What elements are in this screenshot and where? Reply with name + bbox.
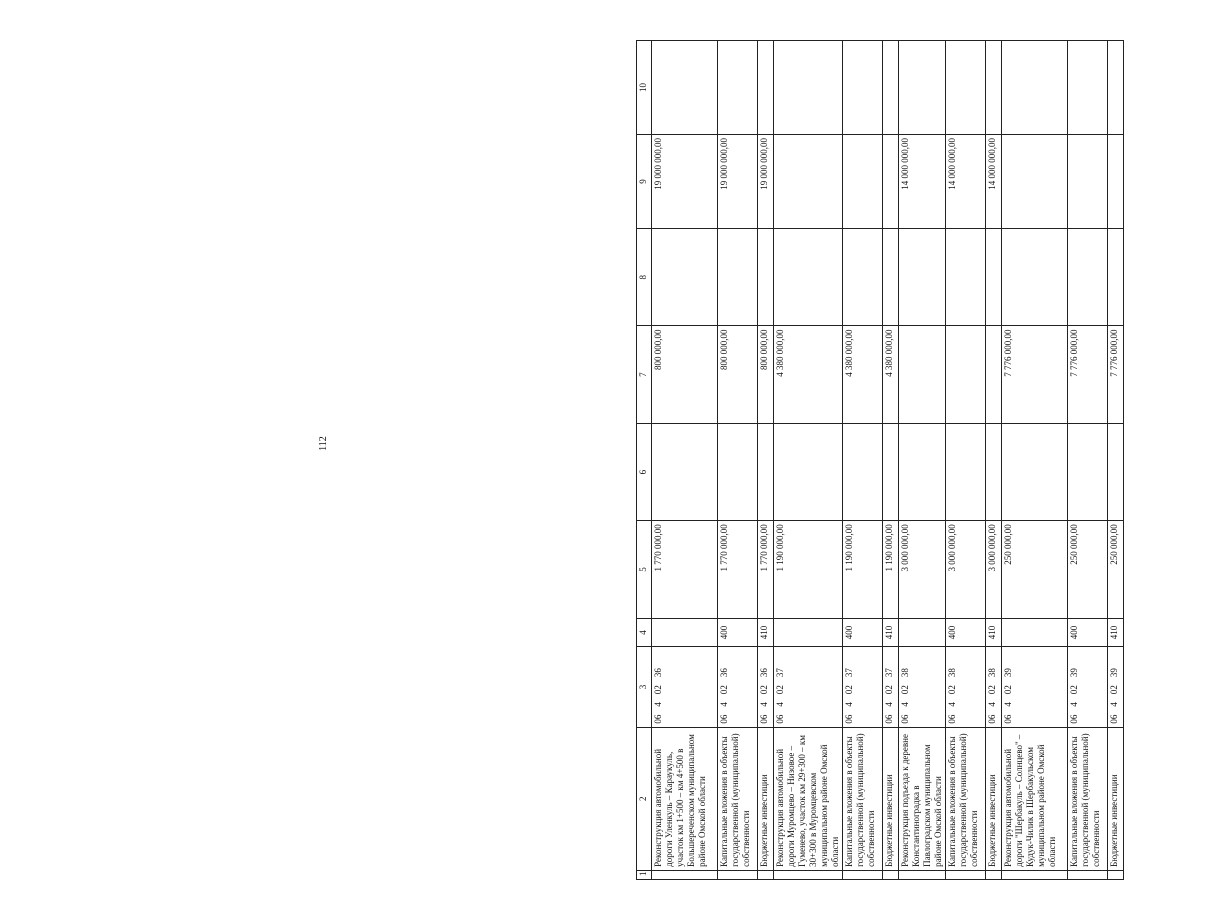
cell-col10: [883, 41, 899, 135]
cell-kvr: 410: [883, 618, 899, 647]
code-part: 4: [1109, 702, 1119, 707]
cell-index: [774, 870, 843, 879]
cell-kvr: 400: [1068, 618, 1108, 647]
cell-col7: 800 000,00: [758, 326, 774, 423]
cell-col10: [774, 41, 843, 135]
cell-col6: [1002, 423, 1068, 520]
cell-col8: [718, 229, 758, 326]
code-part: 06: [947, 714, 957, 724]
cell-col7: [986, 326, 1002, 423]
table-row: [652, 41, 718, 880]
cell-code: [758, 647, 774, 727]
code-part: 36: [719, 668, 729, 678]
cell-col10: [1108, 41, 1124, 135]
column-header-8: 8: [637, 229, 652, 326]
code-part: 02: [947, 685, 957, 695]
code-part: 4: [844, 702, 854, 707]
cell-col10: [718, 41, 758, 135]
cell-name: Капитальные вложения в объекты государственной (муниципальной) собственности: [718, 727, 758, 870]
cell-col9: 14 000 000,00: [946, 135, 986, 229]
cell-col8: [758, 229, 774, 326]
cell-col9: 14 000 000,00: [986, 135, 1002, 229]
cell-kvr: [652, 618, 718, 647]
cell-index: [758, 870, 774, 879]
cell-col9: [1108, 135, 1124, 229]
cell-col10: [1068, 41, 1108, 135]
cell-col7: 800 000,00: [718, 326, 758, 423]
cell-kvr: [1002, 618, 1068, 647]
code-part: 4: [947, 702, 957, 707]
cell-col6: [883, 423, 899, 520]
cell-col9: 19 000 000,00: [758, 135, 774, 229]
table-body: [652, 41, 1124, 880]
cell-name: Бюджетные инвестиции: [1108, 727, 1124, 870]
cell-col8: [1068, 229, 1108, 326]
cell-col6: [946, 423, 986, 520]
cell-col8: [652, 229, 718, 326]
cell-kvr: 400: [718, 618, 758, 647]
table-row: [758, 41, 774, 880]
cell-name: Реконструкция автомобильной дороги Уленкуль – Караукуль, участок км 1+500 – км 4+500 в Большереченском муниципальном районе Омской области: [652, 727, 718, 870]
cell-col9: 14 000 000,00: [899, 135, 946, 229]
cell-col6: [843, 423, 883, 520]
column-header-10: 10: [637, 41, 652, 135]
cell-code: [718, 647, 758, 727]
code-part: 02: [653, 685, 663, 695]
cell-col9: [1002, 135, 1068, 229]
cell-index: [1068, 870, 1108, 879]
table-row: [899, 41, 946, 880]
code-part: 02: [900, 685, 910, 695]
cell-col5: 3 000 000,00: [946, 521, 986, 618]
cell-col5: 1 190 000,00: [843, 521, 883, 618]
cell-code: [774, 647, 843, 727]
code-part: 4: [1069, 702, 1079, 707]
cell-col7: 7 776 000,00: [1002, 326, 1068, 423]
column-header-7: 7: [637, 326, 652, 423]
cell-col5: 1 190 000,00: [774, 521, 843, 618]
cell-index: [986, 870, 1002, 879]
budget-table: [636, 40, 1124, 880]
column-header-4: 4: [637, 618, 652, 647]
cell-col10: [1002, 41, 1068, 135]
cell-col10: [652, 41, 718, 135]
cell-col5: 3 000 000,00: [986, 521, 1002, 618]
code-part: 02: [759, 685, 769, 695]
code-part: 4: [719, 702, 729, 707]
cell-index: [718, 870, 758, 879]
cell-code: [843, 647, 883, 727]
code-part: 02: [1109, 685, 1119, 695]
cell-col9: [883, 135, 899, 229]
cell-name: Реконструкция автомобильной дороги "Шербакуль – Солнцево" – Кудук-Чилик в Шербакульском муниципальном районе Омской области: [1002, 727, 1068, 870]
cell-index: [883, 870, 899, 879]
code-part: 02: [884, 685, 894, 695]
column-header-5: 5: [637, 521, 652, 618]
code-part: 02: [844, 685, 854, 695]
code-part: 38: [900, 668, 910, 678]
cell-kvr: 410: [1108, 618, 1124, 647]
cell-col10: [899, 41, 946, 135]
cell-kvr: [899, 618, 946, 647]
cell-col8: [883, 229, 899, 326]
rotated-table-frame: [636, 40, 1232, 880]
cell-name: Капитальные вложения в объекты государственной (муниципальной) собственности: [946, 727, 986, 870]
table-row: [1068, 41, 1108, 880]
cell-col5: 250 000,00: [1068, 521, 1108, 618]
code-part: 39: [1069, 668, 1079, 678]
code-part: 39: [1003, 668, 1013, 678]
cell-col6: [774, 423, 843, 520]
code-part: 06: [1003, 714, 1013, 724]
cell-col10: [946, 41, 986, 135]
cell-col7: 7 776 000,00: [1068, 326, 1108, 423]
cell-col8: [1108, 229, 1124, 326]
code-part: 4: [884, 702, 894, 707]
cell-index: [899, 870, 946, 879]
table-row: [843, 41, 883, 880]
cell-col9: 19 000 000,00: [652, 135, 718, 229]
cell-col10: [843, 41, 883, 135]
code-part: 06: [775, 714, 785, 724]
column-header-6: 6: [637, 423, 652, 520]
cell-col7: 7 776 000,00: [1108, 326, 1124, 423]
cell-col6: [718, 423, 758, 520]
header-row: [637, 41, 652, 880]
code-part: 4: [653, 702, 663, 707]
cell-name: Реконструкция подъезда к деревне Константиноградка в Павлоградском муниципальном районе Омской области: [899, 727, 946, 870]
code-part: 37: [884, 668, 894, 678]
table-row: [718, 41, 758, 880]
cell-col8: [1002, 229, 1068, 326]
cell-col5: 3 000 000,00: [899, 521, 946, 618]
code-part: 4: [900, 702, 910, 707]
code-part: 4: [759, 702, 769, 707]
cell-code: [986, 647, 1002, 727]
code-part: 06: [987, 714, 997, 724]
cell-col5: 250 000,00: [1002, 521, 1068, 618]
cell-name: Бюджетные инвестиции: [758, 727, 774, 870]
code-part: 06: [719, 714, 729, 724]
cell-col5: 1 770 000,00: [758, 521, 774, 618]
cell-kvr: 410: [758, 618, 774, 647]
cell-col8: [899, 229, 946, 326]
cell-kvr: 410: [986, 618, 1002, 647]
column-header-9: 9: [637, 135, 652, 229]
cell-code: [652, 647, 718, 727]
cell-code: [883, 647, 899, 727]
cell-index: [1002, 870, 1068, 879]
code-part: 02: [1069, 685, 1079, 695]
cell-col6: [986, 423, 1002, 520]
table-row: [1108, 41, 1124, 880]
code-part: 38: [947, 668, 957, 678]
cell-name: Капитальные вложения в объекты государственной (муниципальной) собственности: [1068, 727, 1108, 870]
cell-code: [899, 647, 946, 727]
cell-name: Бюджетные инвестиции: [883, 727, 899, 870]
cell-code: [1002, 647, 1068, 727]
cell-col9: 19 000 000,00: [718, 135, 758, 229]
cell-col8: [843, 229, 883, 326]
cell-col7: [899, 326, 946, 423]
code-part: 4: [1003, 702, 1013, 707]
cell-index: [843, 870, 883, 879]
code-part: 36: [759, 668, 769, 678]
cell-col10: [758, 41, 774, 135]
code-part: 06: [900, 714, 910, 724]
cell-col9: [1068, 135, 1108, 229]
cell-name: Бюджетные инвестиции: [986, 727, 1002, 870]
code-part: 06: [1109, 714, 1119, 724]
cell-col5: 1 770 000,00: [652, 521, 718, 618]
cell-index: [1108, 870, 1124, 879]
code-part: 06: [653, 714, 663, 724]
table-row: [774, 41, 843, 880]
cell-col9: [843, 135, 883, 229]
cell-kvr: 400: [843, 618, 883, 647]
page-number: 112: [317, 436, 329, 451]
code-part: 02: [775, 685, 785, 695]
cell-col6: [899, 423, 946, 520]
code-part: 39: [1109, 668, 1119, 678]
table-row: [883, 41, 899, 880]
cell-col7: 4 380 000,00: [843, 326, 883, 423]
code-part: 02: [719, 685, 729, 695]
cell-col6: [1108, 423, 1124, 520]
cell-col7: 800 000,00: [652, 326, 718, 423]
cell-col7: 4 380 000,00: [774, 326, 843, 423]
cell-kvr: 400: [946, 618, 986, 647]
table-row: [986, 41, 1002, 880]
code-part: 4: [775, 702, 785, 707]
code-part: 06: [844, 714, 854, 724]
code-part: 4: [987, 702, 997, 707]
cell-kvr: [774, 618, 843, 647]
code-part: 37: [844, 668, 854, 678]
code-part: 02: [987, 685, 997, 695]
code-part: 36: [653, 668, 663, 678]
column-header-3: 3: [637, 647, 652, 727]
column-header-1: 1: [637, 870, 652, 879]
code-part: 06: [759, 714, 769, 724]
cell-col10: [986, 41, 1002, 135]
cell-col5: 1 770 000,00: [718, 521, 758, 618]
cell-col5: 1 190 000,00: [883, 521, 899, 618]
cell-col8: [946, 229, 986, 326]
cell-col8: [986, 229, 1002, 326]
cell-code: [946, 647, 986, 727]
cell-code: [1108, 647, 1124, 727]
cell-name: Капитальные вложения в объекты государственной (муниципальной) собственности: [843, 727, 883, 870]
table-row: [946, 41, 986, 880]
cell-index: [652, 870, 718, 879]
cell-name: Реконструкция автомобильной дороги Муромцево – Низовое – Гуменево, участок км 29+300 – км 30+300 в Муромцевском муниципальном районе Омской области: [774, 727, 843, 870]
cell-col5: 250 000,00: [1108, 521, 1124, 618]
table-row: [1002, 41, 1068, 880]
cell-col6: [758, 423, 774, 520]
cell-col7: 4 380 000,00: [883, 326, 899, 423]
cell-col9: [774, 135, 843, 229]
cell-col8: [774, 229, 843, 326]
column-header-2: 2: [637, 727, 652, 870]
code-part: 06: [884, 714, 894, 724]
code-part: 06: [1069, 714, 1079, 724]
code-part: 38: [987, 668, 997, 678]
cell-index: [946, 870, 986, 879]
code-part: 02: [1003, 685, 1013, 695]
cell-code: [1068, 647, 1108, 727]
cell-col7: [946, 326, 986, 423]
cell-col6: [1068, 423, 1108, 520]
code-part: 37: [775, 668, 785, 678]
cell-col6: [652, 423, 718, 520]
